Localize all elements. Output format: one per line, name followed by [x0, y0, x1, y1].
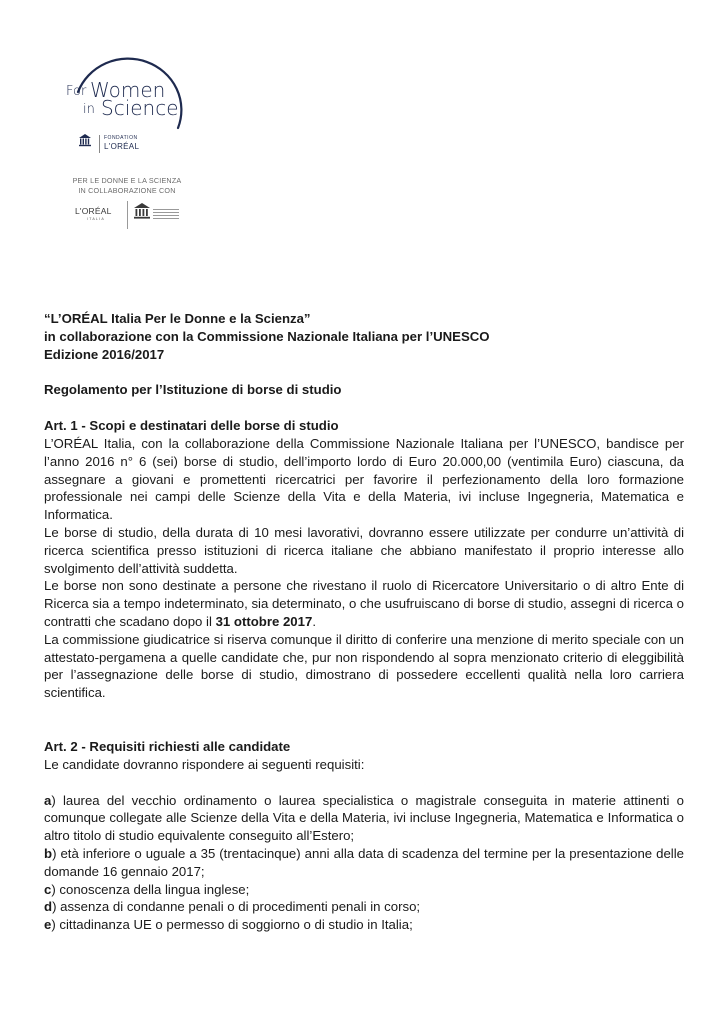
fondation-loreal-wordmark: L'ORÉAL [104, 142, 140, 151]
logo-text-women: Women [90, 78, 166, 102]
document-heading [44, 310, 684, 399]
requirement-letter: e [44, 917, 52, 933]
logo-tagline [62, 176, 192, 195]
heading-title: “L’ORÉAL Italia Per le Donne e la Scienza” [44, 311, 311, 326]
loreal-italia-wordmark: L'ORÉAL [75, 206, 112, 216]
requirement-item [44, 916, 684, 934]
loreal-italia-sublabel: ITALIA [87, 217, 105, 221]
art1-deadline-date: 31 ottobre 2017 [215, 613, 313, 629]
logo-text-science: Science [101, 96, 179, 120]
heading-regolamento: Regolamento per l’Istituzione di borse di studio [44, 382, 342, 398]
unesco-temple-icon [78, 133, 92, 147]
requirement-letter: c [44, 881, 52, 897]
requirement-text: ) laurea del vecchio ordinamento o laurea specialistica o magistrale conseguita in materie attinenti o comunque collegate alle Scienze della Vita e della Materia, ivi incluse Ingegneria, Matematica e Informatica o altro titolo di studio equivalente conseguito all’Estero; [44, 792, 684, 844]
art1-paragraph-3-end: . [312, 613, 316, 629]
requirement-text: ) cittadinanza UE o permesso di soggiorno o di studio in Italia; [51, 917, 413, 933]
art1-paragraph-3-text: Le borse non sono destinate a persone che rivestano il ruolo di Ricercatore Universitario o di altro Ente di Ricerca sia a tempo indeterminato, sia determinato, o che usufruiscano di borse di studio, assegni di ricerca o contratti che scadano dopo il [44, 578, 684, 629]
partner-divider [127, 201, 128, 229]
tagline-line-1: PER LE DONNE E LA SCIENZA [72, 176, 182, 185]
art1-paragraph-1: L’ORÉAL Italia, con la collaborazione della Commissione Nazionale Italiana per l’UNESCO, bandisce per l’anno 2016 n° 6 (sei) borse di studio, dell’importo lordo di Euro 20.000,00 (ventimila Euro) ciascuna, da assegnare a giovani e promettenti ricercatrici per favorire il perfezionamento della loro formazione professionale nei campi delle Scienze della Vita e della Materia, ivi incluse Ingegneria, Matematica e Informatica. [44, 435, 684, 523]
requirement-item [44, 881, 684, 899]
art1-title: Art. 1 - Scopi e destinatari delle borse di studio [44, 418, 339, 434]
heading-collaboration: in collaborazione con la Commissione Nazionale Italiana per l’UNESCO [44, 328, 490, 344]
requirement-text: ) età inferiore o uguale a 35 (trentacinque) anni alla data di scadenza del termine per la presentazione delle domande 16 gennaio 2017; [44, 845, 684, 879]
unesco-caption-lines [153, 209, 179, 221]
requirement-item [44, 792, 684, 845]
regulation-document [44, 310, 684, 934]
requirement-letter: b [44, 845, 53, 861]
art1-paragraph-3 [44, 577, 684, 630]
logo-text-in: in [83, 102, 95, 117]
art2-title: Art. 2 - Requisiti richiesti alle candidate [44, 738, 291, 754]
tagline-line-2: IN COLLABORAZIONE CON [78, 185, 176, 195]
requirement-text: ) assenza di condanne penali o di procedimenti penali in corso; [52, 899, 421, 915]
fondation-label: FONDATION [104, 135, 138, 141]
art2-intro: Le candidate dovranno rispondere ai seguenti requisiti: [44, 756, 365, 772]
heading-edition: Edizione 2016/2017 [44, 346, 165, 362]
requirement-letter: a [44, 792, 52, 808]
requirement-letter: d [44, 899, 53, 915]
fondation-divider [99, 135, 100, 153]
requirement-item [44, 845, 684, 881]
art1-paragraph-2: Le borse di studio, della durata di 10 mesi lavorativi, dovranno essere utilizzate per condurre un’attività di ricerca scientifica presso istituzioni di ricerca italiane che abbiano manifestato il proprio interesse allo svolgimento dell’attività suddetta. [44, 524, 684, 576]
logo-text-for: For [66, 84, 87, 99]
requirement-text: ) conoscenza della lingua inglese; [51, 881, 250, 897]
partner-logos [75, 200, 195, 234]
requirement-item [44, 898, 684, 916]
for-women-in-science-logo [60, 40, 200, 165]
unesco-icon [133, 202, 151, 220]
art1-paragraph-4: La commissione giudicatrice si riserva comunque il diritto di conferire una menzione di merito speciale con un attestato-pergamena a quelle candidate che, pur non rispondendo al sopra menzionato criterio di eleggibilità per l’assegnazione delle borse di studio, dimostrano di possedere eccellenti qualità nella loro carriera scientifica. [44, 631, 684, 701]
fondation-loreal-mark [78, 133, 188, 157]
